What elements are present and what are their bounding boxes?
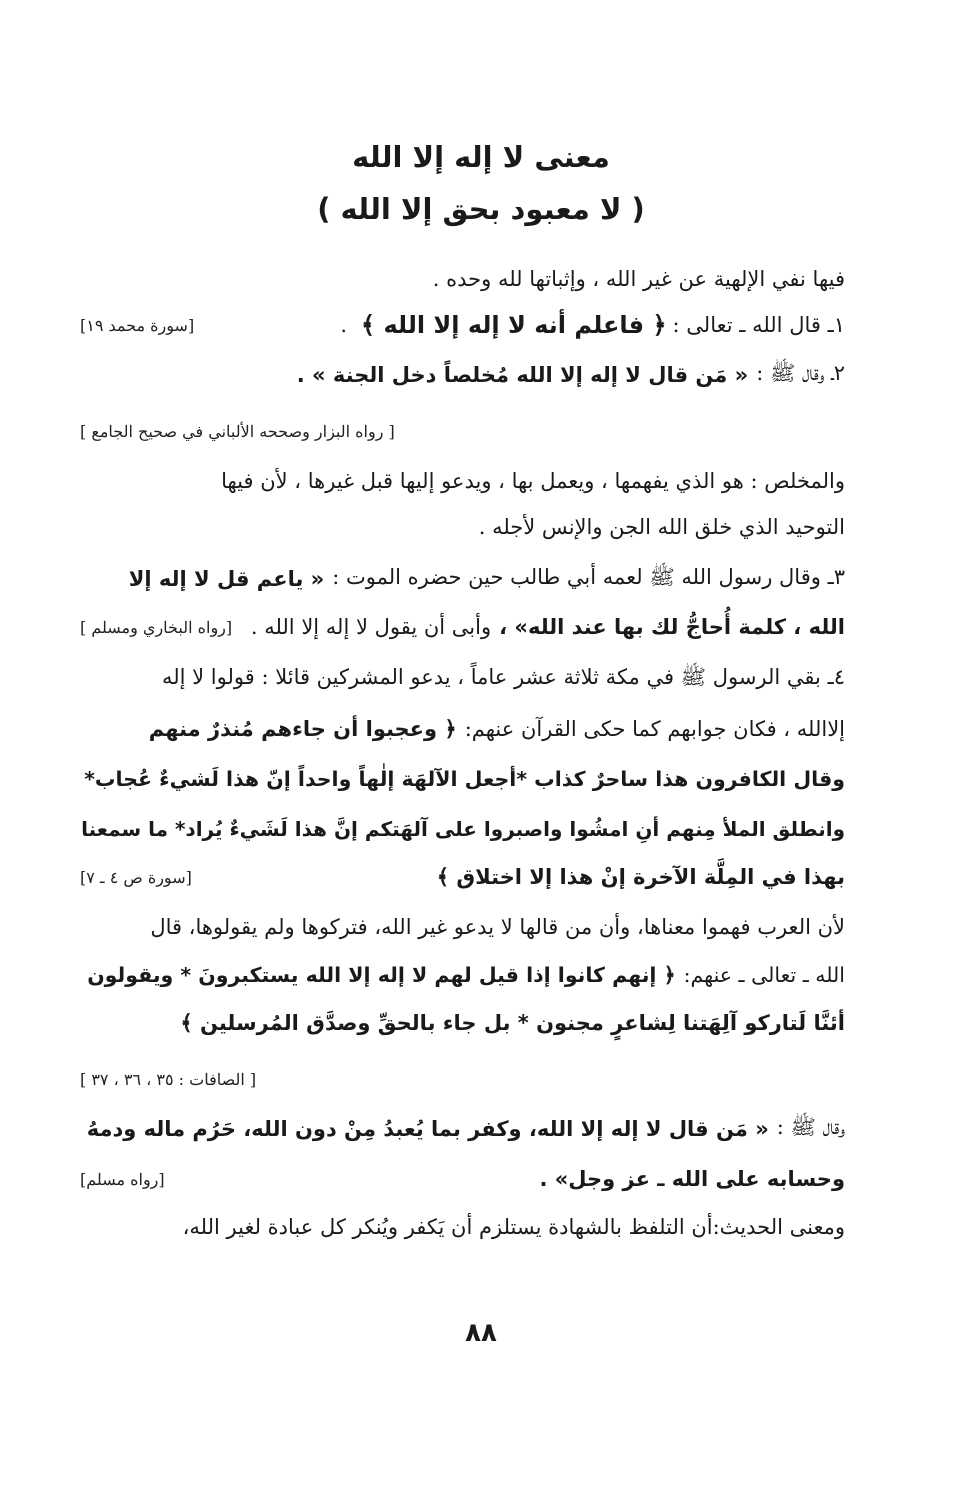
item1-line <box>80 302 845 348</box>
item4-quran-3: وانطلق الملأ مِنهم أنِ امشُوا واصبروا على آلهَتكم إنَّ هذا لَشَيءٌ يُراد* ما سمعنا <box>81 817 845 841</box>
item3-reference: [رواه البخاري ومسلم ] <box>80 617 233 637</box>
arabs-reference: [ الصافات : ٣٥ ، ٣٦ ، ٣٧ ] <box>80 1069 257 1089</box>
item2-hadith: « مَن قال لا إله إلا الله مُخلصاً دخل الجنة » . <box>296 363 749 387</box>
item4-text-2: إلاالله ، فكان جوابهم كما حكى القرآن عنهم: <box>464 717 845 741</box>
mukhlis-line-1 <box>80 458 845 504</box>
hadith-line-1 <box>80 1106 845 1152</box>
item4-line-1 <box>80 656 845 702</box>
item4-quran-1: ﴿ وعجبوا أن جاءهم مُنذرٌ منهم <box>148 717 457 741</box>
arabs-quran-2: أئنَّا لَتاركو آلِهَتنا لِشاعرٍ مجنون * بل جاء بالحقِّ وصدَّق المُرسلين ﴾ <box>180 1011 845 1035</box>
item4-line-3 <box>80 756 845 802</box>
item3-hadith-1: « ياعم قل لا إله إلا <box>128 567 325 591</box>
page-number: ٨٨ <box>465 1318 497 1348</box>
hadith-reference: [رواه مسلم] <box>80 1169 165 1189</box>
mukhlis-line-2 <box>80 504 845 550</box>
arabs-line-2 <box>80 952 845 998</box>
hadith-text-2: وحسابه على الله ـ عز وجل» . <box>539 1167 845 1191</box>
item4-quran-4: بهذا في المِلَّة الآخرة إنْ هذا إلا اختلاق ﴾ <box>436 865 845 889</box>
item3-line-1 <box>80 556 845 602</box>
meaning-line <box>80 1204 845 1250</box>
item3-hadith-2: الله ، كلمة أُحاجُّ لك بها عند الله» ، <box>499 615 845 639</box>
chapter-subtitle: ( لا معبود بحق إلا الله ) <box>317 192 645 226</box>
item4-text-1: ٤ـ بقي الرسول ﷺ في مكة ثلاثة عشر عاماً ، يدعو المشركين قائلا : قولوا لا إله <box>161 664 845 689</box>
arabs-text-2: الله ـ تعالى ـ عنهم: <box>683 963 845 987</box>
arabs-line-1 <box>80 904 845 950</box>
arabs-line-3 <box>80 1000 845 1046</box>
intro-text: فيها نفي الإلهية عن غير الله ، وإثباتها لله وحده . <box>432 267 845 291</box>
item1-period: . <box>340 313 348 337</box>
intro-line <box>100 256 845 302</box>
chapter-title: معنى لا إله إلا الله <box>352 140 610 174</box>
item4-quran-2: وقال الكافرون هذا ساحرٌ كذاب *أجعل الآلهَة إلٰهاً واحداً إنّ هذا لَشيءٌ عُجاب* <box>84 767 845 791</box>
item2-prefix: ٢ـ وقال ﷺ : <box>756 360 845 385</box>
mukhlis-text-2: التوحيد الذي خلق الله الجن والإنس لأجله . <box>478 515 845 539</box>
item4-line-5 <box>80 854 845 900</box>
item4-reference: [سورة ص ٤ ـ ٧] <box>80 867 192 887</box>
item2-reference-line <box>80 408 845 454</box>
hadith-text-1: « مَن قال لا إله إلا الله، وكفر بما يُعبدُ مِنْ دون الله، حَرُم ماله ودمهُ <box>86 1117 769 1141</box>
hadith-line-2 <box>80 1156 845 1202</box>
arabs-quran-1: ﴿ إنهم كانوا إذا قيل لهم لا إله إلا الله يستكبرونَ * ويقولون <box>87 963 676 987</box>
item1-quran-quote: ﴿ فاعلم أنه لا إله إلا الله ﴾ <box>361 311 667 339</box>
item3-text-1: ٣ـ وقال رسول الله ﷺ لعمه أبي طالب حين حضره الموت : <box>332 564 845 589</box>
item1-reference: [سورة محمد ١٩] <box>80 315 195 335</box>
item2-reference: [ رواه البزار وصححه الألباني في صحيح الجامع ] <box>80 421 395 441</box>
item2-line <box>80 352 845 398</box>
item3-line-2 <box>80 604 845 650</box>
item4-line-2 <box>80 706 845 752</box>
item3-text-2: وأبى أن يقول لا إله إلا الله . <box>250 615 492 639</box>
item1-prefix: ١ـ قال الله ـ تعالى : <box>672 313 845 337</box>
mukhlis-text-1: والمخلص : هو الذي يفهمها ، ويعمل بها ، ويدعو إليها قبل غيرها ، لأن فيها <box>221 469 845 493</box>
arabs-text-1: لأن العرب فهموا معناها، وأن من قالها لا يدعو غير الله، فتركوها ولم يقولوها، قال <box>150 915 845 939</box>
meaning-text: ومعنى الحديث:أن التلفظ بالشهادة يستلزم أن يَكفر ويُنكر كل عبادة لغير الله، <box>182 1215 845 1239</box>
arabs-reference-line <box>80 1056 845 1102</box>
hadith-prefix: وقال ﷺ : <box>776 1114 845 1139</box>
item4-line-4 <box>80 806 845 852</box>
